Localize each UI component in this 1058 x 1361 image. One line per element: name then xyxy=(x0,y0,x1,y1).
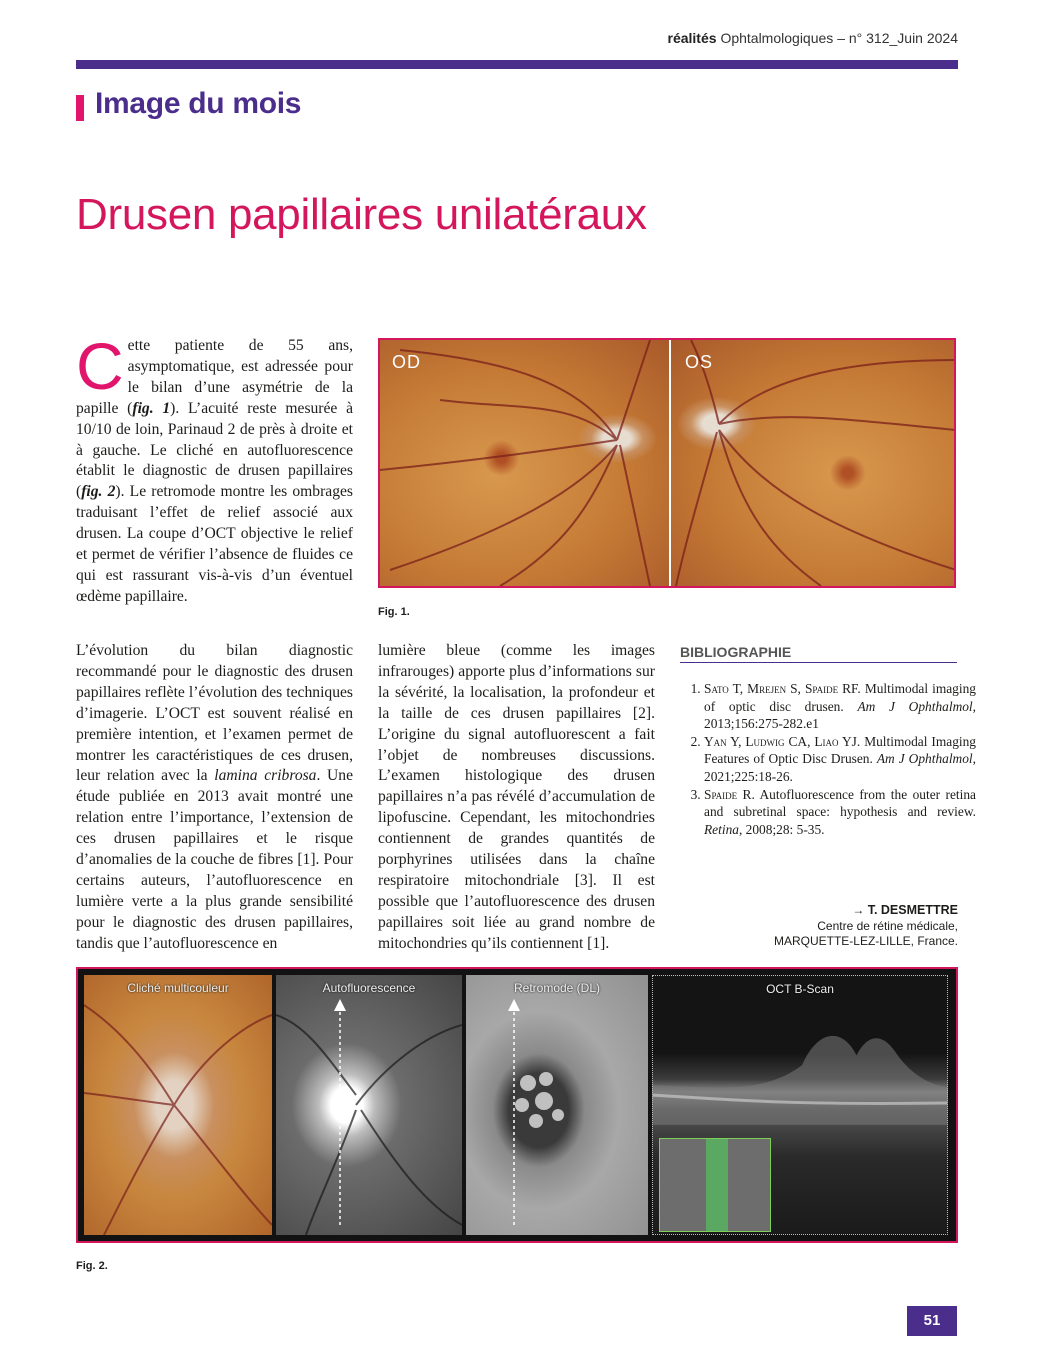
section-label: Image du mois xyxy=(95,87,302,120)
bibliography-rule xyxy=(680,662,957,663)
bibliography-list xyxy=(686,680,976,838)
od-label: OD xyxy=(392,352,421,372)
figure-1-caption: Fig. 1. xyxy=(378,606,410,618)
fundus-image-os xyxy=(671,340,956,586)
author-city: MARQUETTE-LEZ-LILLE, France. xyxy=(773,934,958,948)
reference-item: 1. Sato T, Mrejen S, Spaide RF. Multimodal imaging of optic disc drusen. Am J Ophthalmol, 2013;156:275-282.e1 xyxy=(704,680,976,733)
panel-title: OCT B-Scan xyxy=(766,982,834,996)
reference-item: 2. Yan Y, Ludwig CA, Liao YJ. Multimodal Imaging Features of Optic Disc Drusen. Am J Ophthalmol, 2021;225:18-26. xyxy=(704,733,976,786)
scan-area-highlight xyxy=(706,1139,728,1231)
reference-item: 3. Spaide R. Autofluorescence from the outer retina and subretinal space: hypothesis and review. Retina, 2008;28: 5-35. xyxy=(704,786,976,839)
oct-localizer-inset xyxy=(659,1138,771,1232)
col1-text-a: L’évolution du bilan diagnostic recommandé pour le diagnostic des drusen papillaires reflète l’évolution des techniques d’imagerie. L’OCT est souvent réalisé en première intention, et l’examen permet de montrer les caractéristiques de ces drusen, leur relation avec la xyxy=(76,642,353,785)
col2-text: lumière bleue (comme les images infrarouges) apporte plus d’informations sur la sévérité, la localisation, la profondeur et la taille de ces drusen papillaires [2]. L’origine du signal autofluorescent a fait l’objet de nombreuses discussions. L’examen histologique des drusen papillaires n’a pas révélé d’accumulation de lipofuscine. Cependant, les mitochondries contiennent de grandes quantités de porphyrines utilisées dans la chaîne respiratoire mitochondriale [3]. Il est possible que l’autofluorescence des drusen papillaires soit liée au grand nombre de mitochondries qu’ils contiennent [1]. xyxy=(378,642,655,952)
oct-bscan-panel xyxy=(652,975,948,1235)
panel-title: Autofluorescence xyxy=(322,981,416,995)
col1-emphasis: lamina cribrosa xyxy=(214,767,317,785)
journal-issue: – n° 312_Juin 2024 xyxy=(837,30,958,46)
multicolor-panel xyxy=(84,975,272,1235)
journal-name: Ophtalmologiques xyxy=(720,30,834,46)
figure-2 xyxy=(76,967,958,1243)
author-affiliation: Centre de rétine médicale, xyxy=(817,918,958,933)
body-column-1 xyxy=(76,641,353,955)
intro-text-2: ). L’acuité reste mesurée à 10/10 de loin, Parinaud 2 de près à droite et à gauche. Le cliché en autofluorescence établit le diagnostic de drusen papillaires ( xyxy=(76,399,354,501)
body-column-2 xyxy=(378,641,655,955)
bibliography-title: BIBLIOGRAPHIE xyxy=(680,644,792,660)
intro-text-3: ). Le retromode montre les ombrages traduisant l’effet de relief associé aux drusen. La coupe d’OCT objective le relief et permet de vérifier l’absence de fluides ce qui est rassurant vis-à-vis d’un éventuel œdème papillaire. xyxy=(76,483,353,605)
article-title: Drusen papillaires unilatéraux xyxy=(76,190,647,239)
journal-brand: réalités xyxy=(667,30,717,46)
intro-text: ette patiente de 55 ans, asymptomatique, est adressée pour le bilan d’une asymétrie de la papille ( xyxy=(76,337,353,417)
header-rule xyxy=(76,60,958,69)
author-name: T. DESMETTRE xyxy=(867,903,958,917)
author-block xyxy=(774,903,958,950)
autofluorescence-panel xyxy=(276,975,462,1235)
col1-text-b: . Une étude publiée en 2013 avait montré une relation entre l’importance, l’extension de ces drusen papillaires et le risque d’anomalies de la couche de fibres [1]. Pour certains auteurs, l’autofluorescence en lumière verte a la plus grande sensibilité pour le diagnostic des drusen papillaires, tandis que l’autofluorescence en xyxy=(76,767,354,952)
figure-1 xyxy=(378,338,956,588)
os-label: OS xyxy=(685,352,714,372)
panel-title: Retromode (DL) xyxy=(513,981,601,995)
intro-paragraph xyxy=(76,329,354,608)
figure-2-caption: Fig. 2. xyxy=(76,1260,108,1272)
retromode-panel xyxy=(466,975,648,1235)
drop-cap: C xyxy=(76,329,124,403)
panel-title: Cliché multicouleur xyxy=(127,981,229,995)
fundus-image-od xyxy=(380,340,669,586)
journal-header xyxy=(668,30,959,46)
page-number: 51 xyxy=(907,1306,957,1336)
section-marker xyxy=(76,95,84,121)
fig2-reference: fig. 2 xyxy=(81,483,116,501)
arrow-icon: → xyxy=(852,903,865,917)
fig1-reference: fig. 1 xyxy=(132,399,171,417)
